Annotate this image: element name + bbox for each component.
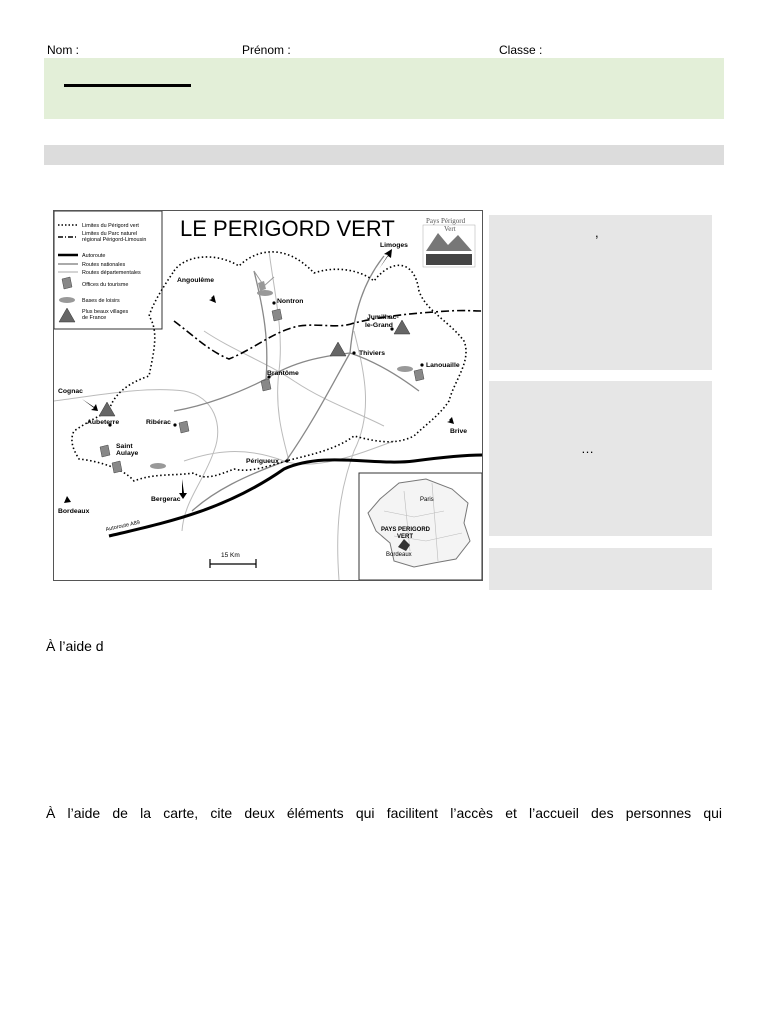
- side-box-2-text: …: [581, 441, 594, 456]
- place-label: Brantôme: [267, 370, 299, 377]
- leisure-base-icon: [59, 297, 75, 303]
- perigord-vert-map: [53, 210, 483, 581]
- legend-item: régional Périgord-Limousin: [82, 237, 147, 243]
- tourism-office-icon: [62, 277, 72, 289]
- place-label: Limoges: [380, 242, 408, 249]
- title-banner: [44, 58, 724, 119]
- place-label: Aubeterre: [87, 419, 120, 426]
- classe-label: Classe :: [499, 43, 543, 57]
- tourism-office-icon: [272, 309, 282, 321]
- legend-item: Plus beaux villages: [82, 309, 129, 315]
- question-1: À l’aide d: [46, 638, 104, 654]
- place-label: Aulaye: [116, 450, 139, 457]
- section-bar: [44, 145, 724, 165]
- village-icon: [99, 402, 115, 416]
- place-label: Jumilhac-: [367, 314, 399, 321]
- arrow-cognac-icon: [82, 399, 98, 411]
- place-label: Périgueux: [246, 458, 279, 465]
- side-box-2: [489, 381, 712, 536]
- title-underline: [64, 84, 191, 87]
- legend-item: Limites du Périgord vert: [82, 223, 139, 229]
- inset-pays1: PAYS PERIGORD: [381, 527, 431, 533]
- legend-item: Bases de loisirs: [82, 298, 120, 304]
- place-label: Nontron: [277, 298, 304, 305]
- place-label: Bergerac: [151, 496, 181, 503]
- side-box-3: [489, 548, 712, 590]
- inset-paris: Paris: [420, 497, 434, 503]
- tourism-office-icon: [414, 369, 424, 381]
- leisure-base-icon: [150, 463, 166, 469]
- legend-item: Routes départementales: [82, 270, 141, 276]
- nom-label: Nom :: [47, 43, 80, 57]
- place-label: le-Grand: [365, 322, 393, 329]
- legend-item: Routes nationales: [82, 262, 126, 268]
- place-label: Angoulême: [177, 277, 215, 284]
- village-icon: [330, 342, 346, 356]
- question-2: À l’aide de la carte, cite deux éléments qui facilitent l’accès et l’accueil des personnes qui: [46, 805, 722, 821]
- map-title: LE PERIGORD VERT: [180, 216, 395, 241]
- autoroute-label: Autoroute A89: [105, 519, 141, 533]
- place-label: Bordeaux: [58, 508, 90, 515]
- leisure-base-icon: [397, 366, 413, 372]
- side-box-1-text: ,: [595, 225, 599, 240]
- scale-label: 15 Km: [221, 552, 240, 559]
- inset-bordeaux: Bordeaux: [386, 552, 412, 558]
- arrow-angouleme-icon: [199, 286, 216, 303]
- place-label: Thiviers: [359, 350, 386, 357]
- logo-line1: Pays Périgord: [426, 217, 466, 225]
- tourism-office-icon: [100, 445, 110, 457]
- legend-item: Offices du tourisme: [82, 282, 129, 288]
- tourism-office-icon: [179, 421, 189, 433]
- parc-limit-line: [174, 311, 482, 359]
- place-label: Lanouaille: [426, 362, 460, 369]
- legend-item: de France: [82, 315, 107, 321]
- leisure-base-icon: [257, 290, 273, 296]
- legend-item: Limites du Parc naturel: [82, 231, 138, 237]
- logo-line2: Vert: [444, 225, 456, 233]
- village-icon: [394, 320, 410, 334]
- tourism-office-icon: [261, 379, 271, 391]
- arrow-bordeaux-icon: [64, 489, 82, 503]
- place-label: Cognac: [58, 388, 83, 395]
- legend-item: Autoroute: [82, 253, 106, 259]
- tourism-office-icon: [112, 461, 122, 473]
- side-box-1: [489, 215, 712, 370]
- place-label: Ribérac: [146, 419, 171, 426]
- place-label: Saint: [116, 443, 133, 450]
- inset-pays2: VERT: [397, 534, 414, 540]
- prenom-label: Prénom :: [242, 43, 291, 57]
- map-svg: [54, 211, 482, 580]
- place-label: Brive: [450, 428, 468, 435]
